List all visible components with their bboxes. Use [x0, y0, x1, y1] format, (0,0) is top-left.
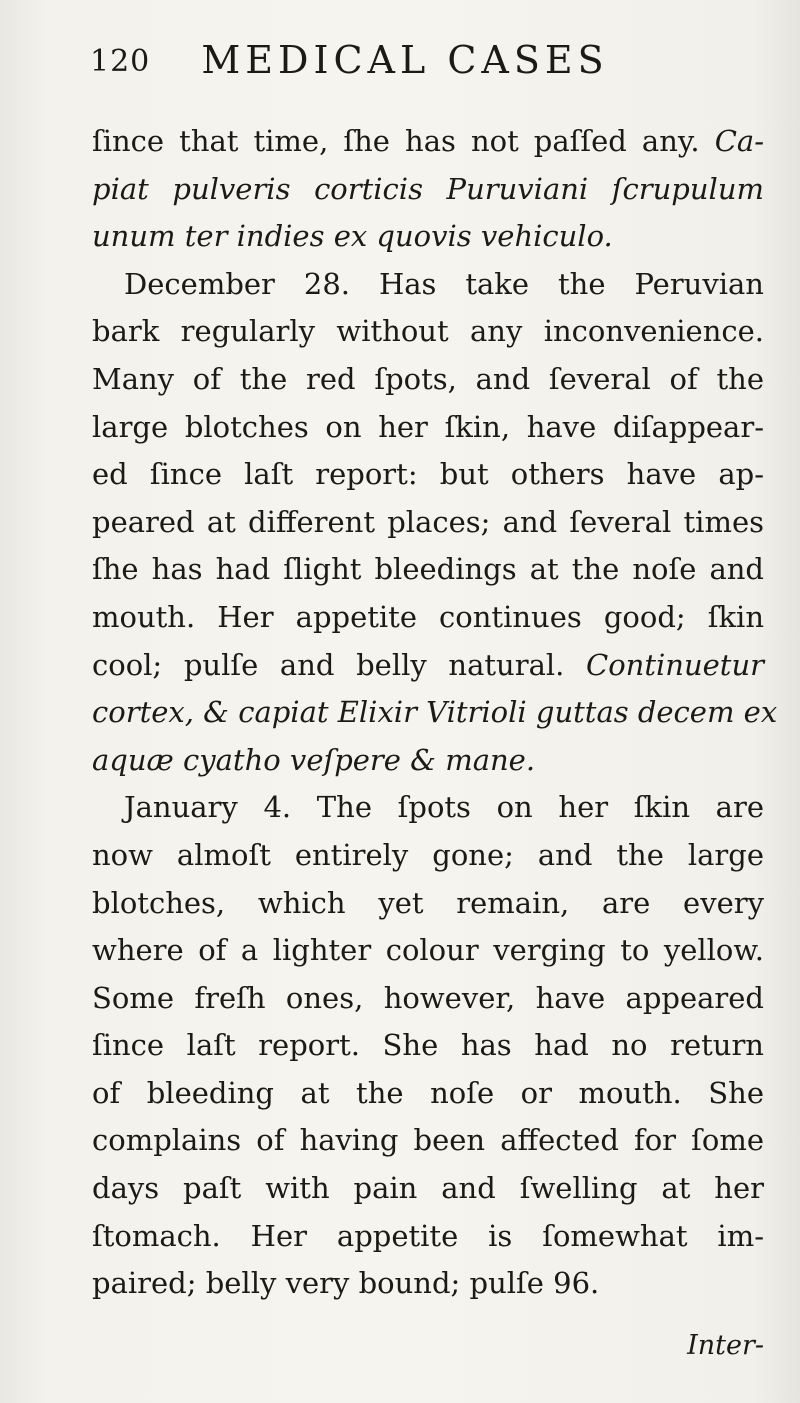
- text-line: [92, 927, 764, 975]
- text-line-content: December 28. Has take the Peruvian: [124, 266, 764, 301]
- text-line: [92, 880, 764, 928]
- text-line: [92, 404, 764, 452]
- text-line: [92, 356, 764, 404]
- text-line-italic-tail: Continuetur: [586, 647, 764, 682]
- text-line: [92, 1117, 764, 1165]
- text-line-content: ſince that time, ſhe has not paſſed any.: [92, 124, 700, 158]
- text-line: [92, 1260, 764, 1308]
- text-line: [92, 689, 778, 737]
- text-line: [92, 1213, 764, 1261]
- text-line-content: ſhe has had ſlight bleedings at the noſe and: [92, 552, 764, 587]
- text-line-content: unum ter indies ex quovis vehiculo.: [92, 219, 613, 254]
- text-line: [92, 1165, 764, 1213]
- text-line-content: complains of having been affected for ſome: [92, 1123, 764, 1158]
- text-line-content: days paſt with pain and ſwelling at her: [92, 1171, 764, 1206]
- text-line-content: large blotches on her ſkin, have diſappear-: [92, 409, 764, 444]
- text-line-italic-tail: Ca-: [714, 124, 764, 158]
- text-line: [92, 642, 764, 690]
- catchword: Inter-: [687, 1330, 764, 1361]
- text-line-content: aquæ cyatho veſpere & mane.: [92, 742, 536, 777]
- body-text: [92, 118, 778, 1308]
- page-number: 120: [90, 44, 151, 79]
- text-line-content: cortex, & capiat Elixir Vitrioli guttas decem ex: [92, 695, 778, 730]
- text-line: [92, 594, 764, 642]
- text-line-content: piat pulveris corticis Puruviani ſcrupulum: [92, 171, 764, 206]
- text-line: [92, 784, 764, 832]
- text-line-content: paired; belly very bound; pulſe 96.: [92, 1266, 600, 1301]
- text-line-content: January 4. The ſpots on her ſkin are: [124, 790, 764, 825]
- text-line: [92, 1022, 764, 1070]
- text-line-content: mouth. Her appetite continues good; ſkin: [92, 599, 764, 634]
- text-line: [92, 1070, 764, 1118]
- text-line: [92, 499, 764, 547]
- text-line-content: ſince laſt report. She has had no return: [92, 1028, 764, 1063]
- text-line-content: blotches, which yet remain, are every: [92, 885, 764, 920]
- text-line-content: Some freſh ones, however, have appeared: [92, 980, 764, 1015]
- text-line-content: ſtomach. Her appetite is ſomewhat im-: [92, 1218, 764, 1253]
- text-line-content: now almoſt entirely gone; and the large: [92, 837, 764, 872]
- text-line: [92, 261, 764, 309]
- running-header: [90, 38, 770, 88]
- text-line: [92, 213, 764, 261]
- running-title: MEDICAL CASES: [201, 38, 609, 82]
- text-line: [92, 166, 764, 214]
- text-line: [92, 451, 764, 499]
- text-line: [92, 118, 764, 166]
- text-line-content: Many of the red ſpots, and ſeveral of the: [92, 361, 764, 396]
- text-line-content: of bleeding at the noſe or mouth. She: [92, 1075, 764, 1110]
- text-line: [92, 546, 764, 594]
- text-line-content: bark regularly without any inconvenience.: [92, 314, 764, 349]
- text-line: [92, 308, 764, 356]
- text-line-content: peared at different places; and ſeveral times: [92, 504, 764, 539]
- text-line-content: ed ſince laſt report: but others have ap-: [92, 457, 764, 492]
- text-line-content: cool; pulſe and belly natural.: [92, 647, 565, 682]
- text-line: [92, 975, 764, 1023]
- text-line-content: where of a lighter colour verging to yellow.: [92, 933, 764, 968]
- text-line: [92, 737, 764, 785]
- text-line: [92, 832, 764, 880]
